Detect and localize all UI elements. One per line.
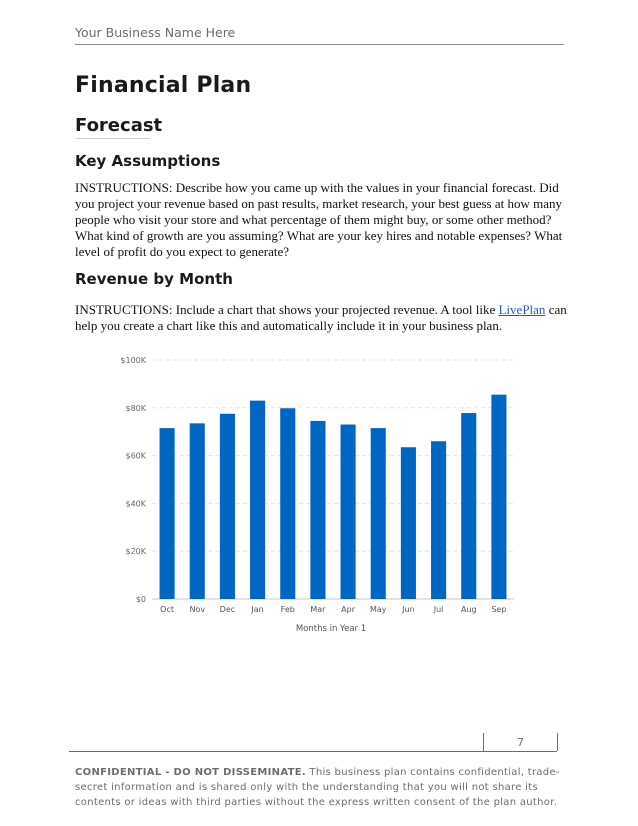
x-tick-label: Apr <box>341 605 356 614</box>
bar-mar <box>310 421 325 599</box>
x-tick-label: Feb <box>280 605 295 614</box>
bar-nov <box>190 423 205 599</box>
x-tick-label: Dec <box>219 605 236 614</box>
x-tick-label: Nov <box>189 605 206 614</box>
section-title-underline <box>75 138 150 139</box>
y-tick-label: $100K <box>120 356 146 365</box>
x-tick-label: Jan <box>251 605 264 614</box>
bar-sep <box>491 395 506 599</box>
revenue-bar-chart <box>112 350 532 640</box>
bar-jul <box>431 441 446 599</box>
y-tick-label: $80K <box>125 403 146 413</box>
y-tick-label: $60K <box>125 451 146 461</box>
revenue-instructions-text-2: can help you create a chart like this and automatically include it in your business plan. <box>75 302 567 333</box>
confidentiality-notice <box>75 765 565 810</box>
y-tick-label: $40K <box>125 499 146 509</box>
x-tick-label: Jun <box>402 605 415 614</box>
x-tick-label: Mar <box>310 605 326 614</box>
bar-dec <box>220 414 235 599</box>
key-assumptions-instructions: INSTRUCTIONS: Describe how you came up with the values in your financial forecast. Did you project your revenue based on past results, market research, your best guess at how many people who visit your store and what percentage of them might buy, or some other method? What kind of growth are you assuming? What are your key hires and notable expenses? What level of profit do you expect to generate? <box>75 180 563 259</box>
confidential-text: This business plan contains confidential, trade-secret information and is shared only with the understanding that you will not share its contents or ideas with third parties without the express written consent of the plan author. <box>75 767 560 808</box>
bar-jan <box>250 401 265 599</box>
bar-oct <box>160 428 175 599</box>
bar-apr <box>341 425 356 599</box>
bar-may <box>371 428 386 599</box>
confidential-label: CONFIDENTIAL - DO NOT DISSEMINATE. <box>75 767 306 778</box>
x-tick-label: Oct <box>160 605 175 614</box>
x-tick-label: Aug <box>460 605 477 614</box>
revenue-instructions-text-1: INSTRUCTIONS: Include a chart that shows your projected revenue. A tool like <box>75 302 499 317</box>
running-header <box>75 23 564 45</box>
heading-key-assumptions: Key Assumptions <box>75 152 221 170</box>
y-tick-label: $20K <box>125 547 146 557</box>
page-title: Financial Plan <box>75 73 252 98</box>
bar-feb <box>280 408 295 599</box>
y-tick-label: $0 <box>135 595 146 604</box>
revenue-instructions <box>75 302 575 334</box>
x-tick-label: Sep <box>491 605 507 614</box>
bar-aug <box>461 413 476 599</box>
business-name: Your Business Name Here <box>75 25 236 40</box>
bar-jun <box>401 447 416 599</box>
x-tick-label: Jul <box>433 605 444 614</box>
liveplan-link[interactable]: LivePlan <box>498 302 546 317</box>
heading-revenue-by-month: Revenue by Month <box>75 270 233 288</box>
page-number-box <box>483 733 558 751</box>
section-title-forecast: Forecast <box>75 115 163 136</box>
x-tick-label: May <box>369 605 387 614</box>
page-number: 7 <box>517 736 524 749</box>
x-axis-label: Months in Year 1 <box>295 624 367 634</box>
